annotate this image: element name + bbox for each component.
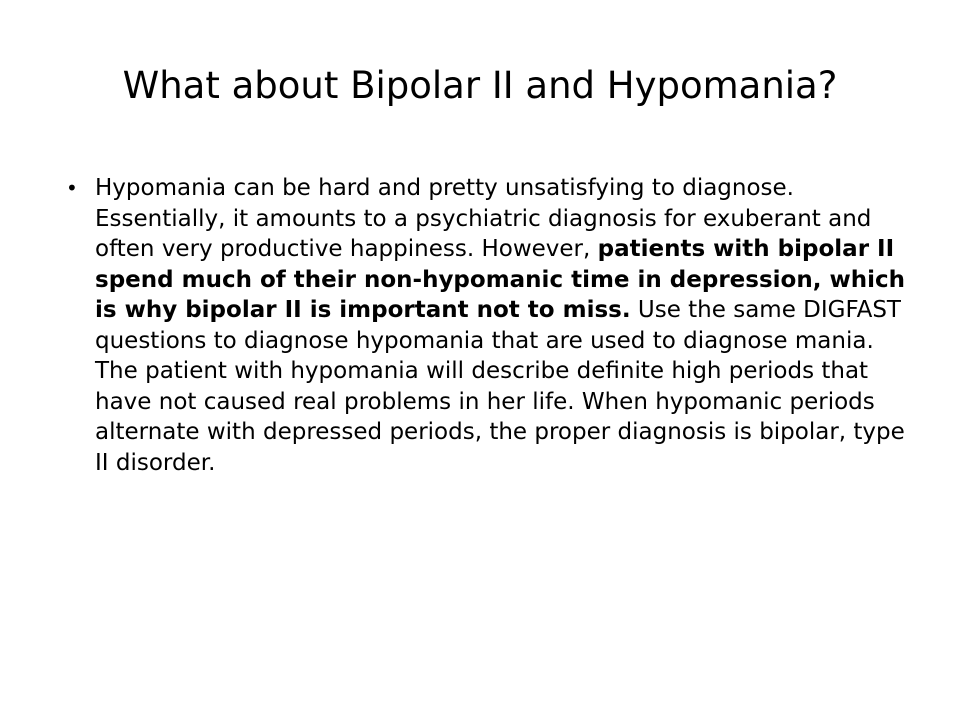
bullet-marker: • bbox=[66, 176, 78, 200]
bullet-text-emphasis: patients with bipolar II spend much of their non-hypomanic time in depression, which is why bipolar II is important not to miss. bbox=[95, 236, 905, 323]
bullet-list bbox=[66, 173, 916, 478]
bullet-item bbox=[66, 173, 916, 478]
bullet-text-intro: Hypomania can be hard and pretty unsatisfying to diagnose. Essentially, it amounts to a psychiatric diagnosis for exuberant and often very productive happiness. However, bbox=[95, 175, 872, 262]
slide-title: What about Bipolar II and Hypomania? bbox=[122, 64, 838, 107]
bullet-text bbox=[95, 175, 905, 476]
bullet-text-conclusion: Use the same DIGFAST questions to diagnose hypomania that are used to diagnose mania. The patient with hypomania will describe definite high periods that have not caused real problems in her life. When hypomanic periods alternate with depressed periods, the proper diagnosis is bipolar, type II disorder. bbox=[95, 297, 905, 476]
